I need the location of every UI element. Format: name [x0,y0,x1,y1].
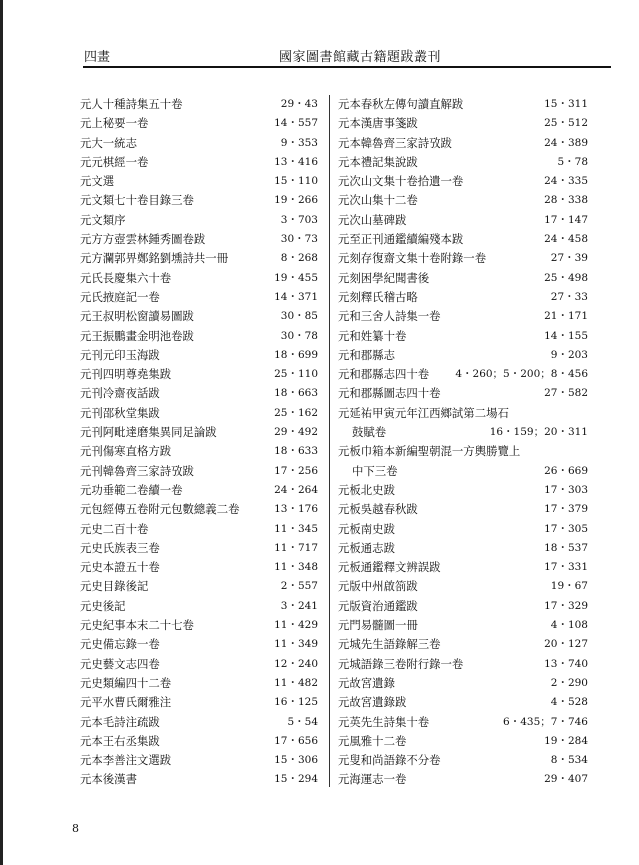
entry-pages: 25・498 [544,271,588,284]
entry-pages: 27・39 [550,252,588,265]
entry-title: 元刻釋氏稽古略 [338,289,418,304]
index-entry [338,114,588,133]
chapter-label: 四畫 [84,50,111,65]
entry-title: 元平水曹氏爾雅注 [80,695,172,710]
entry-title: 元方方壺雲林鍾秀圖卷跋 [80,232,206,247]
entry-title: 元史目錄後記 [80,579,149,594]
index-entry [338,481,588,500]
entry-pages: 15・306 [274,754,318,767]
entry-pages: 29・492 [274,426,318,439]
entry-pages: 15・294 [274,773,318,786]
entry-pages: 13・176 [274,503,318,516]
index-entry [80,442,318,461]
entry-pages: 29・407 [544,773,588,786]
entry-pages: 30・85 [280,310,318,323]
entry-pages: 8・534 [550,754,588,767]
entry-pages: 30・78 [280,329,318,342]
entry-pages: 17・147 [544,213,588,226]
index-entry [80,134,318,153]
entry-pages: 21・171 [544,310,588,323]
entry-pages: 18・663 [274,387,318,400]
entry-title: 元和郡縣志四十卷 [338,367,430,382]
entry-pages: 19・67 [550,580,588,593]
index-entry [338,616,588,635]
entry-pages: 17・305 [544,522,588,535]
entry-pages: 4・108 [550,619,588,632]
entry-pages: 27・33 [550,290,588,303]
entry-pages: 28・338 [544,194,588,207]
entry-pages: 12・240 [274,657,318,670]
index-entry [80,500,318,519]
entry-title: 元文類七十卷目錄三卷 [80,193,194,208]
index-entry [80,269,318,288]
entry-title: 元本春秋左傳句讀直解跋 [338,97,464,111]
index-entry [80,191,318,210]
entry-title: 元版中州啟箚跋 [338,579,418,594]
entry-title: 元刊韓魯齊三家詩攷跋 [80,463,194,478]
index-entry [338,693,588,712]
entry-title: 元板北史跋 [338,482,395,497]
entry-title: 元和姓纂十卷 [338,328,407,343]
index-entry [338,442,588,461]
entry-pages: 2・557 [280,580,318,593]
index-entry [80,616,318,635]
entry-title: 元本漢唐事箋跋 [338,116,418,131]
entry-title: 元刊冷齋夜話跋 [80,386,160,401]
entry-title: 元大一統志 [80,135,137,150]
entry-pages: 20・127 [544,638,588,651]
index-entry [338,346,588,365]
entry-pages: 4・260；5・200；8・456 [455,368,588,381]
entry-title: 元城先生語錄解三卷 [338,637,441,652]
index-entry [80,770,318,789]
index-entry [338,462,588,481]
entry-title: 元至正刊通鑑續編殘本跋 [338,232,464,247]
header-rule [83,66,611,68]
index-entry [338,423,588,442]
index-entry [80,655,318,674]
index-entry [338,597,588,616]
entry-pages: 18・537 [544,541,588,554]
page-edge [0,0,3,865]
entry-pages: 17・331 [544,561,588,574]
index-entry [80,327,318,346]
index-entry [338,288,588,307]
entry-title: 元上秘要一卷 [80,116,149,131]
entry-title: 元叟和尚語錄不分卷 [338,753,441,768]
entry-title: 元刊四明尊堯集跋 [80,367,172,382]
entry-pages: 9・203 [550,348,588,361]
index-entry [80,462,318,481]
entry-pages: 18・699 [274,348,318,361]
index-entry [80,732,318,751]
entry-title: 元本禮記集說跋 [338,154,418,169]
entry-title: 元本韓魯齊三家詩攷跋 [338,135,452,150]
book-title: 國家圖書館藏古籍題跋叢刊 [279,50,442,65]
index-entry [338,655,588,674]
entry-title: 元板通志跋 [338,540,395,555]
index-entry [338,751,588,770]
entry-title: 元本毛詩注疏跋 [80,714,160,729]
index-column-left [80,95,318,790]
entry-title: 元方瀾郭畀鄭銘劉壎詩共一冊 [80,251,229,266]
entry-title: 元王叔明松窗讀易圖跋 [80,309,194,324]
column-divider [329,95,330,787]
index-entry [80,674,318,693]
entry-title: 元史類編四十二卷 [80,675,172,690]
entry-pages: 17・379 [544,503,588,516]
entry-pages: 6・435；7・746 [503,715,588,728]
entry-title: 元史二百十卷 [80,521,149,536]
entry-title: 元和郡縣圖志四十卷 [338,386,441,401]
index-entry [338,153,588,172]
entry-pages: 11・717 [274,541,318,554]
index-entry [80,365,318,384]
index-entry [338,307,588,326]
entry-title: 元城語錄三卷附行錄一卷 [338,656,464,671]
entry-title: 元人十種詩集五十卷 [80,97,183,111]
entry-title: 元本李善注文選跋 [80,753,172,768]
index-entry [80,481,318,500]
index-entry [80,384,318,403]
entry-pages: 11・429 [274,619,318,632]
entry-title: 元本王右丞集跋 [80,733,160,748]
entry-title: 元文類序 [80,212,126,227]
index-entry [80,230,318,249]
entry-title: 元板吳越春秋跋 [338,502,418,517]
entry-title: 元刻存復齋文集十卷附錄一卷 [338,251,487,266]
entry-title: 元刊傷寒直格方跋 [80,444,172,459]
entry-title: 元次山墓碑跋 [338,212,407,227]
index-entry [80,693,318,712]
entry-pages: 15・311 [544,98,588,110]
index-entry [338,558,588,577]
entry-pages: 15・110 [274,175,318,188]
index-entry [80,288,318,307]
entry-title: 元史備忘錄一卷 [80,637,160,652]
entry-title: 元故宮遺錄 [338,675,395,690]
entry-title: 元氏掖庭記一卷 [80,289,160,304]
index-entry [80,713,318,732]
entry-pages: 3・703 [280,213,318,226]
entry-title: 元文選 [80,174,115,189]
index-entry [80,346,318,365]
index-entry [80,114,318,133]
index-entry [80,95,318,114]
entry-title: 元功垂範二卷續一卷 [80,482,183,497]
entry-title: 元故宮遺錄跋 [338,695,407,710]
index-entry [338,539,588,558]
index-entry [80,577,318,596]
entry-title: 元本後漢書 [80,772,137,787]
entry-title: 元史氏族表三卷 [80,540,160,555]
entry-pages: 11・349 [274,638,318,651]
entry-pages: 26・669 [544,464,588,477]
index-entry [338,770,588,789]
entry-title: 元史後記 [80,598,126,613]
entry-pages: 11・348 [274,561,318,574]
index-entry [80,211,318,230]
entry-title: 鼓賦卷 [352,425,387,440]
entry-pages: 14・557 [274,117,318,130]
index-entry [338,172,588,191]
index-entry [338,365,588,384]
entry-title: 元史藝文志四卷 [80,656,160,671]
entry-pages: 17・303 [544,483,588,496]
index-entry [338,577,588,596]
index-entry [80,172,318,191]
entry-title: 元板南史跋 [338,521,395,536]
entry-pages: 24・264 [274,483,318,496]
index-entry [80,249,318,268]
index-entry [80,423,318,442]
entry-title: 元風雅十二卷 [338,733,407,748]
entry-title: 中下三卷 [352,463,398,478]
entry-title: 元板巾箱本新編聖朝混一方輿勝覽上 [338,444,521,459]
entry-title: 元刊邵秋堂集跋 [80,405,160,420]
entry-title: 元海運志一卷 [338,772,407,787]
entry-pages: 24・458 [544,233,588,246]
entry-title: 元史本證五十卷 [80,560,160,575]
entry-pages: 16・125 [274,696,318,709]
entry-title: 元門易髓圖一冊 [338,618,418,633]
entry-pages: 17・656 [274,734,318,747]
entry-pages: 2・290 [550,676,588,689]
entry-pages: 27・582 [544,387,588,400]
entry-pages: 8・268 [280,252,318,265]
index-entry [338,635,588,654]
index-entry [80,558,318,577]
index-column-right [338,95,588,790]
index-entry [338,520,588,539]
entry-title: 元版資治通鑑跋 [338,598,418,613]
entry-title: 元次山集十二卷 [338,193,418,208]
entry-pages: 25・162 [274,406,318,419]
entry-title: 元刊阿毗達磨集異同足論跋 [80,425,217,440]
index-entry [338,134,588,153]
entry-pages: 9・353 [280,136,318,149]
entry-pages: 19・266 [274,194,318,207]
entry-pages: 29・43 [280,98,318,110]
entry-title: 元英先生詩集十卷 [338,714,430,729]
index-entry [338,713,588,732]
entry-pages: 24・389 [544,136,588,149]
entry-pages: 14・371 [274,290,318,303]
index-entry [338,500,588,519]
entry-pages: 11・482 [274,676,318,689]
entry-title: 元板通鑑釋文辨誤跋 [338,560,441,575]
entry-pages: 5・78 [557,155,588,168]
page-number: 8 [72,822,79,835]
entry-pages: 13・416 [274,155,318,168]
index-entry [338,384,588,403]
index-entry [338,732,588,751]
entry-title: 元次山文集十卷拾遺一卷 [338,174,464,189]
entry-pages: 5・54 [287,715,318,728]
index-entry [338,230,588,249]
index-entry [338,211,588,230]
index-entry [338,327,588,346]
entry-pages: 18・633 [274,445,318,458]
index-entry [80,404,318,423]
index-entry [80,597,318,616]
entry-title: 元延祐甲寅元年江西鄉試第二場石 [338,405,509,420]
entry-pages: 19・284 [544,734,588,747]
index-entry [80,520,318,539]
index-entry [338,191,588,210]
entry-pages: 3・241 [280,599,318,612]
entry-title: 元元棋經一卷 [80,154,149,169]
entry-title: 元氏長慶集六十卷 [80,270,172,285]
entry-title: 元刻困學紀聞書後 [338,270,430,285]
entry-title: 元包經傳五卷附元包數總義二卷 [80,502,240,517]
index-entry [338,249,588,268]
index-entry [338,404,588,423]
entry-pages: 19・455 [274,271,318,284]
index-entry [338,269,588,288]
entry-pages: 14・155 [544,329,588,342]
entry-pages: 13・740 [544,657,588,670]
index-entry [80,307,318,326]
index-entry [80,635,318,654]
index-entry [338,95,588,114]
entry-pages: 25・110 [274,368,318,381]
entry-title: 元和三舍人詩集一卷 [338,309,441,324]
entry-pages: 11・345 [274,522,318,535]
index-entry [80,153,318,172]
entry-pages: 24・335 [544,175,588,188]
entry-pages: 30・73 [280,233,318,246]
index-entry [80,751,318,770]
entry-pages: 17・329 [544,599,588,612]
entry-title: 元王振鵬畫金明池卷跋 [80,328,194,343]
entry-pages: 25・512 [544,117,588,130]
index-entry [338,674,588,693]
index-entry [80,539,318,558]
entry-pages: 4・528 [550,696,588,709]
entry-title: 元刊元印玉海跋 [80,347,160,362]
entry-title: 元史紀事本末二十七卷 [80,618,194,633]
entry-pages: 16・159；20・311 [489,426,588,439]
running-header [56,46,611,68]
entry-pages: 17・256 [274,464,318,477]
entry-title: 元和郡縣志 [338,347,395,362]
